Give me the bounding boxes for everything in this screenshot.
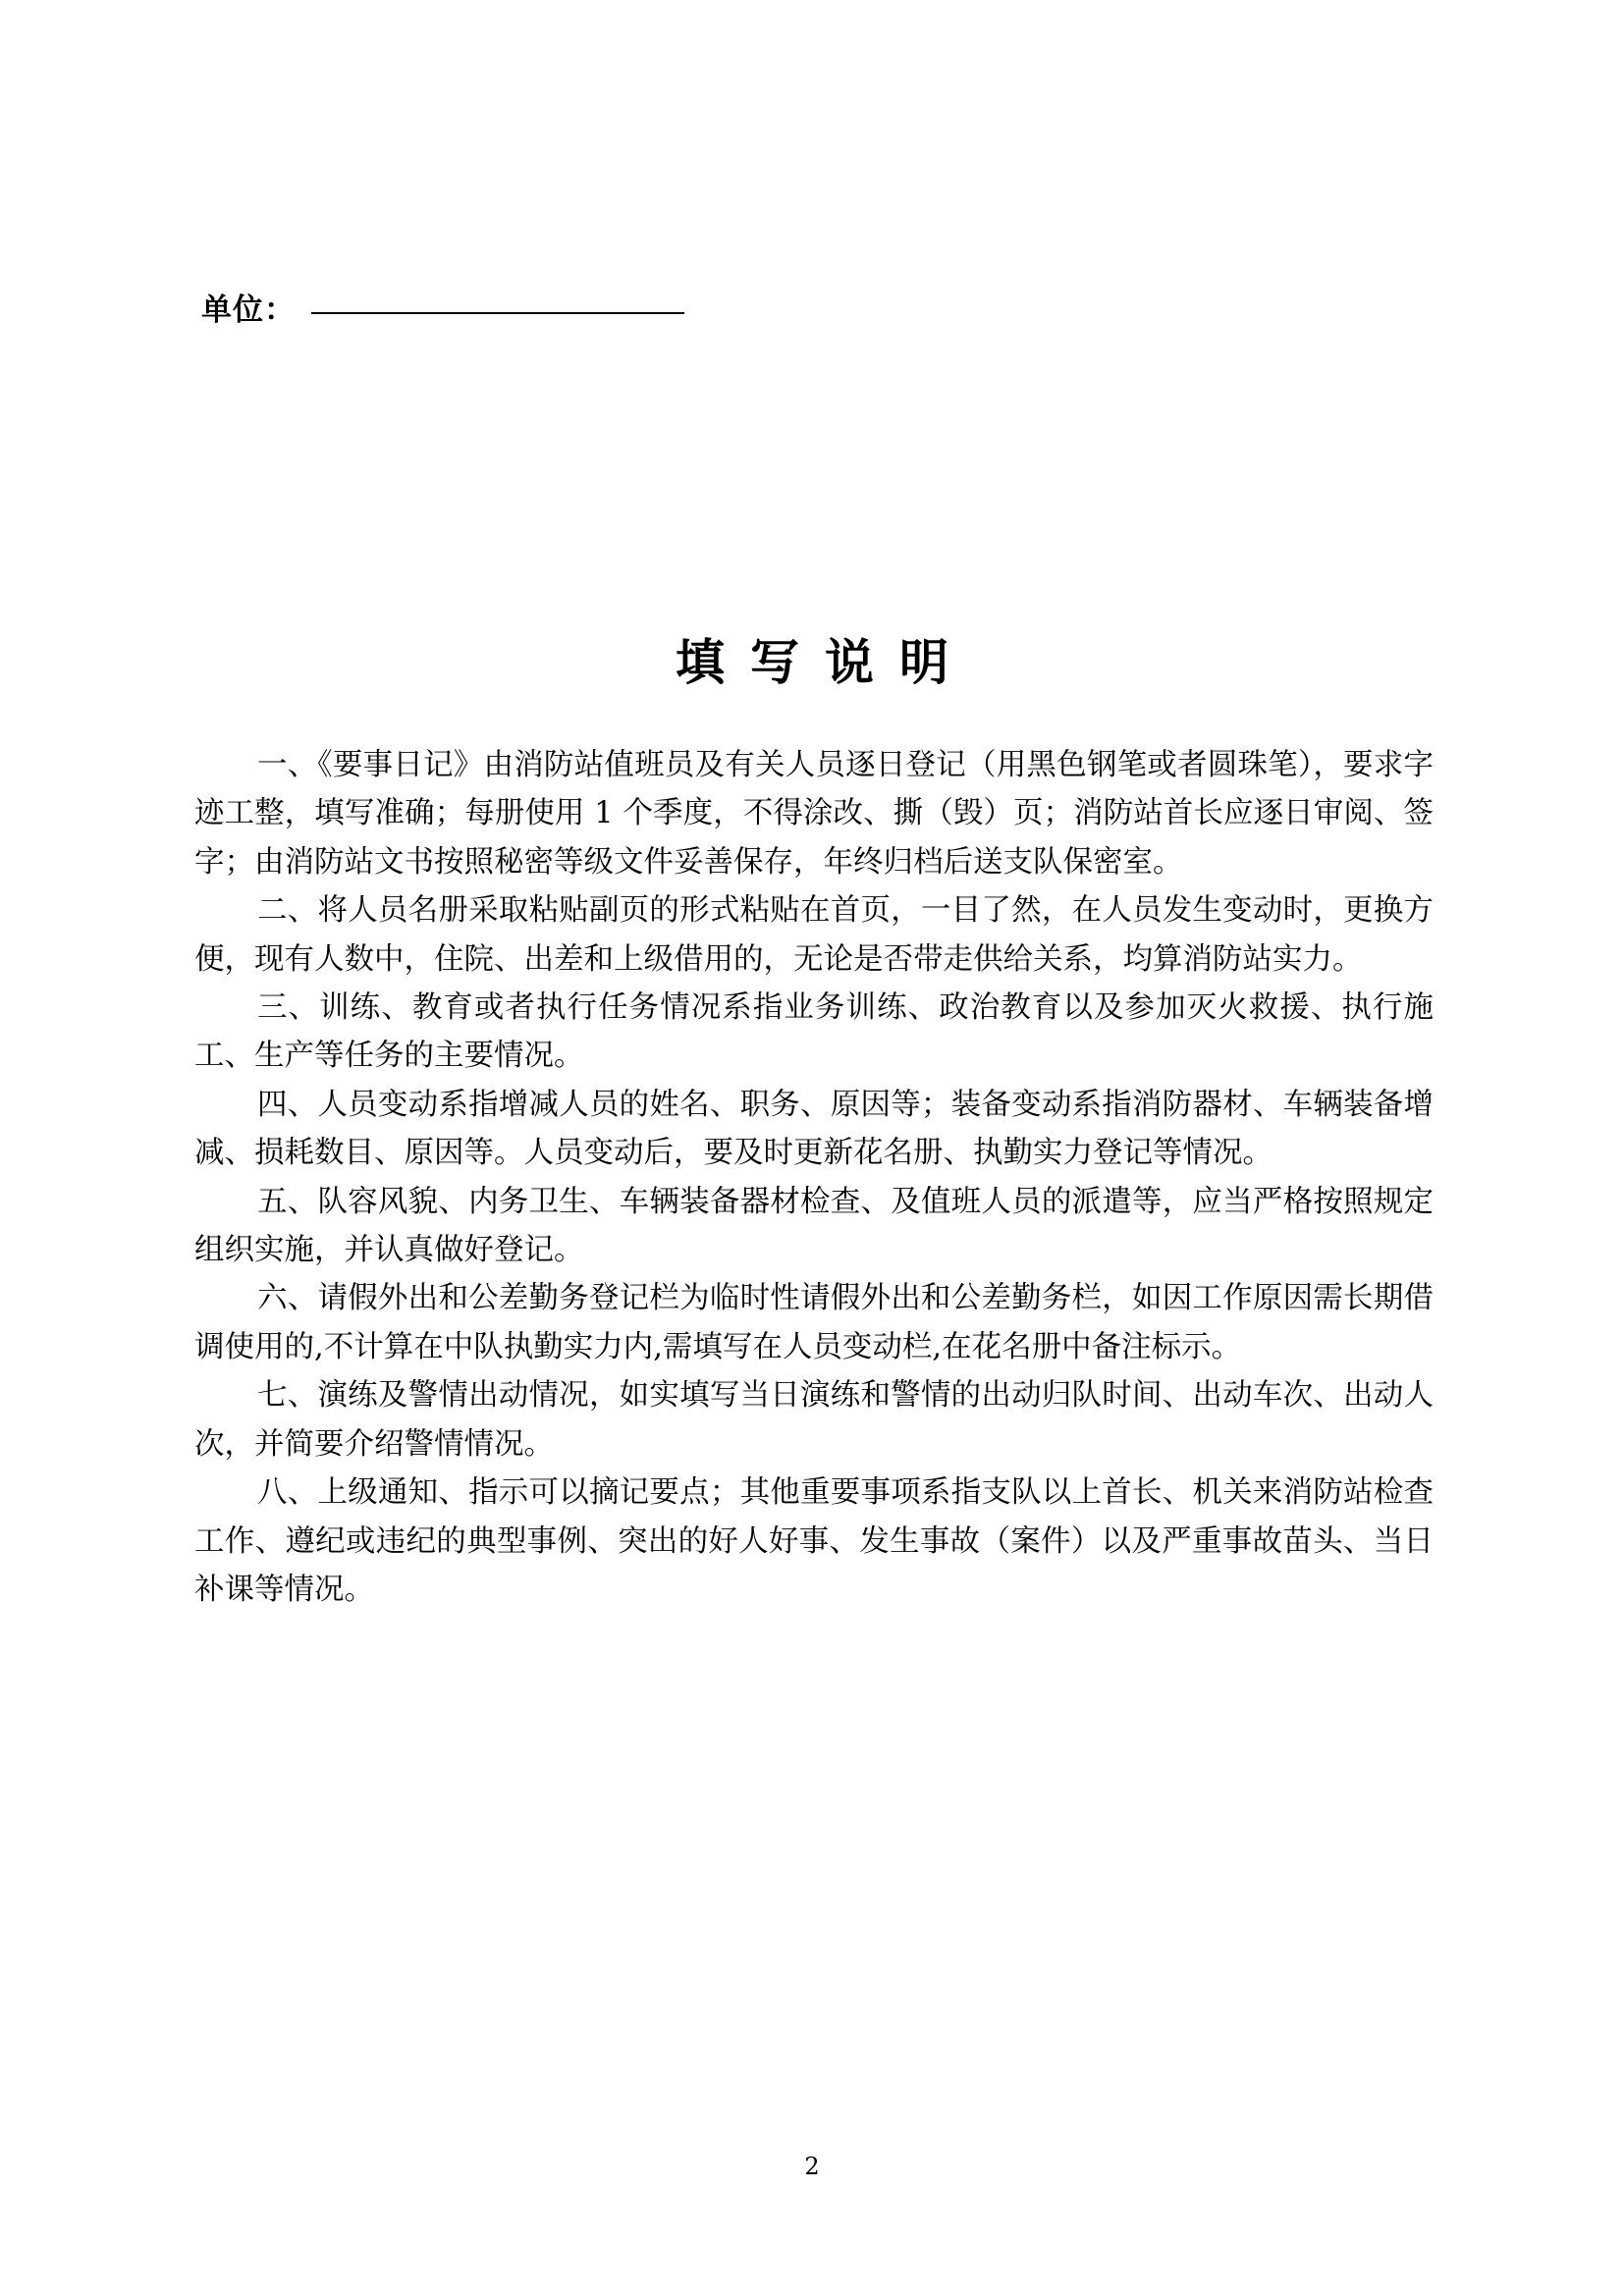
instruction-paragraph-8: 八、上级通知、指示可以摘记要点；其他重要事项系指支队以上首长、机关来消防站检查工作、遵纪或违纪的典型事例、突出的好人好事、发生事故（案件）以及严重事故苗头、当日补课等情况。	[194, 1475, 1434, 1607]
instruction-paragraph-6: 六、请假外出和公差勤务登记栏为临时性请假外出和公差勤务栏，如因工作原因需长期借调使用的,不计算在中队执勤实力内,需填写在人员变动栏,在花名册中备注标示。	[194, 1281, 1434, 1364]
instruction-paragraph-3: 三、训练、教育或者执行任务情况系指业务训练、政治教育以及参加灭火救援、执行施工、生产等任务的主要情况。	[194, 990, 1434, 1074]
instruction-paragraph-7: 七、演练及警情出动情况，如实填写当日演练和警情的出动归队时间、出动车次、出动人次，并简要介绍警情情况。	[194, 1378, 1434, 1462]
page-title: 填写说明	[676, 634, 974, 691]
instruction-paragraph-1: 一、《要事日记》由消防站值班员及有关人员逐日登记（用黑色钢笔或者圆珠笔），要求字迹工整，填写准确；每册使用 1 个季度，不得涂改、撕（毁）页；消防站首长应逐日审阅、签字；由消防站文书按照秘密等级文件妥善保存，年终归档后送支队保密室。	[194, 748, 1434, 880]
instruction-paragraph-4: 四、人员变动系指增减人员的姓名、职务、原因等；装备变动系指消防器材、车辆装备增减、损耗数目、原因等。人员变动后，要及时更新花名册、执勤实力登记等情况。	[194, 1087, 1434, 1171]
instruction-paragraph-5: 五、队容风貌、内务卫生、车辆装备器材检查、及值班人员的派遣等，应当严格按照规定组织实施，并认真做好登记。	[194, 1184, 1434, 1268]
instructions-body	[194, 741, 1434, 1614]
unit-field-line	[201, 285, 684, 329]
unit-label: 单位：	[201, 293, 296, 328]
page-number: 2	[804, 2153, 820, 2180]
instruction-paragraph-2: 二、将人员名册采取粘贴副页的形式粘贴在首页，一目了然，在人员发生变动时，更换方便，现有人数中，住院、出差和上级借用的，无论是否带走供给关系，均算消防站实力。	[194, 893, 1434, 977]
unit-input-blank[interactable]	[311, 312, 684, 314]
